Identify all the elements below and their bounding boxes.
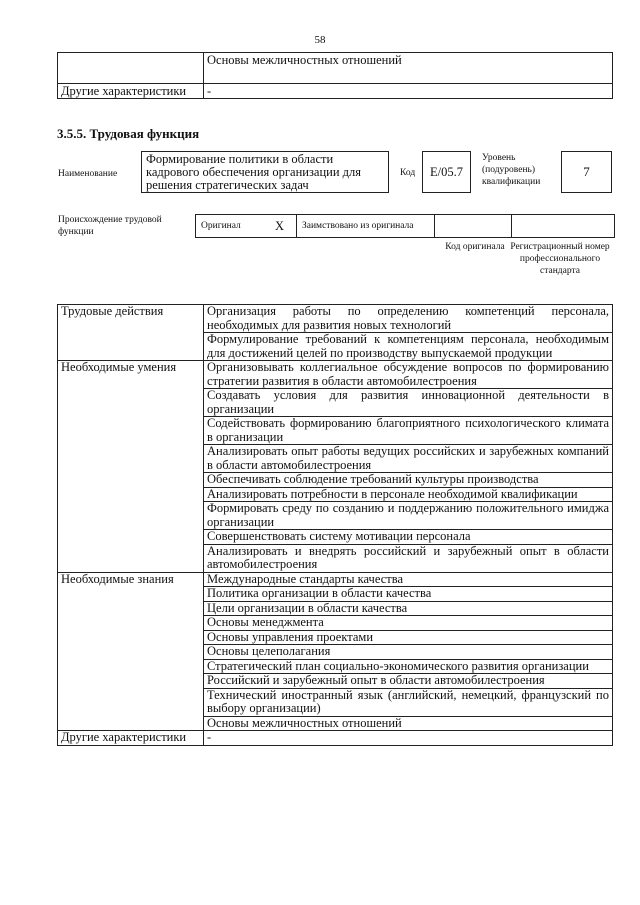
reg-number-cell xyxy=(512,215,615,238)
skill-item: Совершенствовать систему мотивации персонала xyxy=(204,530,613,545)
empty-label-cell xyxy=(58,53,204,84)
code-label: Код xyxy=(400,168,416,178)
table-row xyxy=(196,215,615,238)
labor-function-table xyxy=(57,304,613,746)
knowledge-item: Основы управления проектами xyxy=(204,630,613,645)
other-characteristics-value: - xyxy=(204,84,613,99)
previous-function-table-tail xyxy=(57,52,613,99)
skill-item: Обеспечивать соблюдение требований культуры производства xyxy=(204,473,613,488)
section-title: 3.5.5. Трудовая функция xyxy=(57,126,200,141)
knowledge-label: Необходимые знания xyxy=(58,572,204,731)
qualification-level-value: 7 xyxy=(561,151,612,193)
function-code-value: E/05.7 xyxy=(422,151,471,193)
other-characteristics-label: Другие характеристики xyxy=(58,84,204,99)
labor-actions-label: Трудовые действия xyxy=(58,305,204,361)
name-label: Наименование xyxy=(58,169,118,179)
knowledge-item: Российский и зарубежный опыт в области автомобилестроения xyxy=(204,674,613,689)
table-row xyxy=(58,731,613,746)
knowledge-item: Технический иностранный язык (английский, немецкий, французский по выбору организации) xyxy=(204,688,613,716)
skills-label: Необходимые умения xyxy=(58,361,204,573)
original-code-cell xyxy=(435,215,512,238)
knowledge-item: Политика организации в области качества xyxy=(204,587,613,602)
skill-item: Формировать среду по созданию и поддержанию положительного имиджа организации xyxy=(204,502,613,530)
skill-item: Содействовать формированию благоприятного психологического климата в организации xyxy=(204,417,613,445)
skill-item: Анализировать и внедрять российский и зарубежный опыт в области автомобилестроения xyxy=(204,544,613,572)
table-row xyxy=(58,84,613,99)
table-row xyxy=(58,361,613,389)
knowledge-item: Международные стандарты качества xyxy=(204,572,613,587)
origin-label: Происхождение трудовой функции xyxy=(58,215,162,237)
knowledge-item: Стратегический план социально-экономического развития организации xyxy=(204,659,613,674)
reg-number-caption: Регистрационный номер профессионального стандарта xyxy=(510,242,610,276)
skill-item: Создавать условия для развития инновационной деятельности в организации xyxy=(204,389,613,417)
table-row xyxy=(58,53,613,84)
skill-item: Организовывать коллегиальное обсуждение вопросов по формированию стратегии развития в области автомобилестроения xyxy=(204,361,613,389)
function-name-value: Формирование политики в области кадрового обеспечения организации для решения стратегических задач xyxy=(141,151,389,193)
page-number: 58 xyxy=(314,34,326,46)
skill-item: Анализировать потребности в персонале необходимой квалификации xyxy=(204,487,613,502)
knowledge-item: Цели организации в области качества xyxy=(204,601,613,616)
original-mark: X xyxy=(270,215,297,238)
knowledge-item: Основы межличностных отношений xyxy=(204,716,613,731)
origin-table xyxy=(195,214,615,238)
table-row xyxy=(58,305,613,333)
code-original-caption: Код оригинала xyxy=(445,242,505,252)
skill-item: Анализировать опыт работы ведущих российских и зарубежных компаний в области автомобилестроения xyxy=(204,445,613,473)
qualification-level-label: Уровень (подуровень) квалификации xyxy=(482,153,541,187)
labor-action: Организация работы по определению компетенций персонала, необходимых для развития новых технологий xyxy=(204,305,613,333)
labor-action: Формулирование требований к компетенциям персонала, необходимым для достижений целей по производству выпускаемой продукции xyxy=(204,333,613,361)
other-characteristics-value: - xyxy=(204,731,613,746)
knowledge-item: Основы целеполагания xyxy=(204,645,613,660)
original-label: Оригинал xyxy=(196,215,271,238)
knowledge-item: Основы менеджмента xyxy=(204,616,613,631)
table-row xyxy=(58,572,613,587)
borrowed-label: Заимствовано из оригинала xyxy=(297,215,435,238)
table-cell: Основы межличностных отношений xyxy=(204,53,613,84)
other-characteristics-label: Другие характеристики xyxy=(58,731,204,746)
